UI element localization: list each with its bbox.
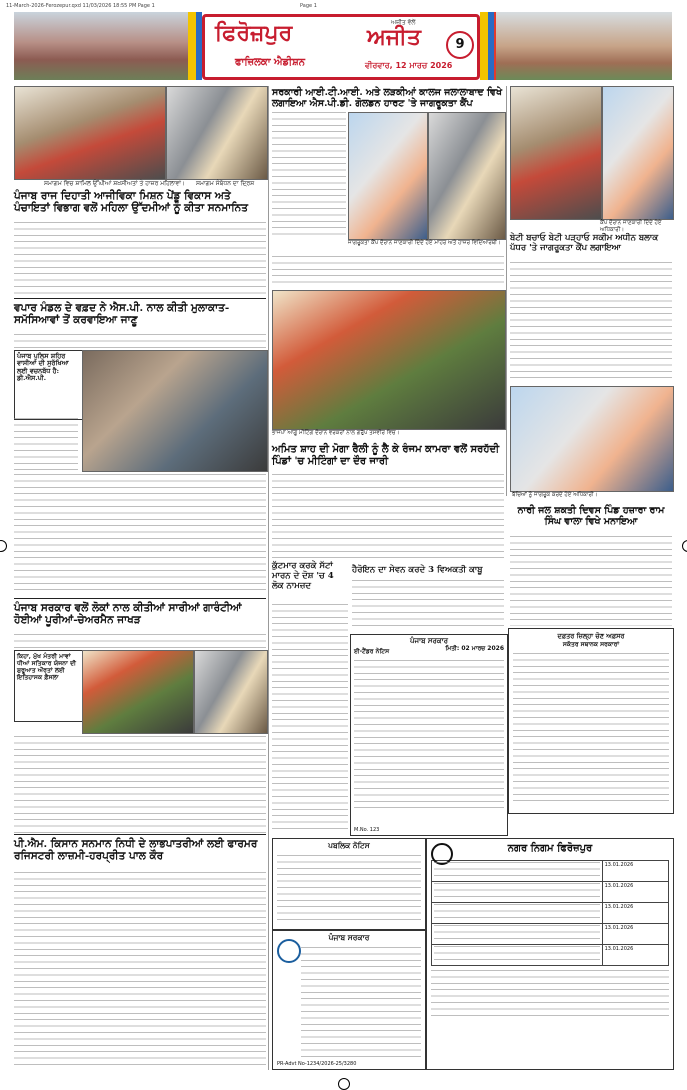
story2-body-left — [14, 418, 78, 470]
table-row — [432, 861, 669, 882]
print-slug-right: Page 1 — [300, 3, 317, 9]
punjab-govt-code: PR-Advt No-1234/2026-25/3280 — [277, 1061, 357, 1067]
table-cell-date: 13.01.2026 — [602, 882, 668, 903]
story2-photo — [82, 350, 268, 472]
nagar-nigam-title: ਨਗਰ ਨਿਗਮ ਫਿਰੋਜ਼ਪੁਰ — [507, 843, 593, 854]
tender-ad-code: M.No. 123 — [354, 827, 380, 833]
story3-pullquote: ਕਿਹਾ, ਮੁੱਖ ਮੰਤਰੀ ਮਾਵਾਂ ਧੀਆਂ ਸਤਿਕਾਰ ਯੋਜਨਾ ਦੀ ਸ਼ੁਰੂਆਤ ਔਰਤਾਂ ਲਈ ਇਤਿਹਾਸਕ ਫ਼ੈਸਲਾ — [17, 653, 77, 682]
table-row — [432, 924, 669, 945]
story9-headline: ਬੇਟੀ ਬਚਾਓ ਬੇਟੀ ਪੜ੍ਹਾਓ ਸਕੀਮ ਅਧੀਨ ਬਲਾਕ ਪੱਧਰ 'ਤੇ ਜਾਗਰੂਕਤਾ ਕੈਂਪ ਲਗਾਇਆ — [510, 233, 659, 253]
column-rule — [268, 86, 269, 1070]
story9-photo-left — [510, 86, 602, 220]
story1-caption-left: ਸਮਾਗਮ ਵਿਚ ਸ਼ਾਮਿਲ ਉੱਘੀਆਂ ਸ਼ਖ਼ਸੀਅਤਾਂ ਤੇ ਹਾਜ਼ਰ ਮਹਿਲਾਵਾਂ। — [44, 180, 186, 187]
story8-headline: ਹੈਰੋਇਨ ਦਾ ਸੇਵਨ ਕਰਦੇ 3 ਵਿਅਕਤੀ ਕਾਬੂ — [352, 565, 483, 575]
tender-ad — [350, 634, 508, 836]
masthead-banner — [202, 14, 480, 80]
story6-headline: ਅਮਿਤ ਸ਼ਾਹ ਦੀ ਮੋਗਾ ਰੈਲੀ ਨੂੰ ਲੈ ਕੇ ਰੰਜਮ ਕਾਮਰਾ ਵਲੋਂ ਸਰਹੱਦੀ ਪਿੰਡਾਂ 'ਚ ਮੀਟਿੰਗਾਂ ਦਾ ਦੌਰ ਜਾਰੀ — [272, 444, 500, 467]
story3-photo-left — [82, 650, 194, 734]
election-notice-ad — [508, 628, 674, 814]
table-cell-date: 13.01.2026 — [602, 924, 668, 945]
nagar-nigam-ad — [426, 838, 674, 1070]
paper-small: ਅਜੀਤ ਵੱਲੋਂ — [391, 19, 416, 26]
issue-date: ਵੀਰਵਾਰ, 12 ਮਾਰਚ 2026 — [365, 61, 453, 70]
tender-ad-body — [354, 660, 504, 810]
divider — [14, 598, 266, 599]
print-slug: 11-March-2026-Ferozepur.qxd 11/03/2026 18:55 PM Page 1 — [6, 3, 155, 9]
story8-body — [352, 580, 504, 630]
story6-photo — [272, 290, 506, 430]
header-pattern-right — [480, 12, 496, 80]
election-notice-body — [513, 653, 669, 803]
paper-name: ਅਜੀਤ — [367, 24, 421, 50]
header-pattern-left — [188, 12, 202, 80]
story10-caption: ਬੱਚਿਆਂ ਨੂੰ ਜਾਗਰੂਕ ਕਰਦੇ ਹੋਏ ਅਧਿਕਾਰੀ। — [512, 492, 598, 498]
divider — [14, 834, 266, 835]
table-cell-date: 13.01.2026 — [602, 903, 668, 924]
column-rule — [506, 86, 507, 496]
tender-ad-date: ਮਿਤੀ: 02 ਮਾਰਚ 2026 — [445, 645, 504, 652]
city-title: ਫਿਰੋਜ਼ਪੁਰ — [215, 20, 293, 46]
story5-photo-left — [348, 112, 428, 240]
election-notice-title: ਦਫ਼ਤਰ ਜ਼ਿਲ੍ਹਾ ਚੋਣ ਅਫ਼ਸਰ — [557, 632, 625, 640]
public-notice-body — [277, 855, 421, 925]
registration-mark-left — [0, 540, 7, 552]
story1-headline: ਪੰਜਾਬ ਰਾਜ ਦਿਹਾਤੀ ਆਜੀਵਿਕਾ ਮਿਸ਼ਨ ਪੇਂਡੂ ਵਿਕਾਸ ਅਤੇ ਪੰਚਾਇਤਾਂ ਵਿਭਾਗ ਵਲੋਂ ਮਹਿਲਾ ਉੱਦਮੀਆਂ ਨੂੰ ਕੀਤਾ ਸਨਮਾਨਿਤ — [14, 190, 248, 215]
tender-ad-subtitle: ਈ-ਟੈਂਡਰ ਨੋਟਿਸ — [354, 648, 390, 655]
table-cell-date: 13.01.2026 — [602, 945, 668, 966]
story2-pullquote-box — [14, 350, 84, 420]
story9-caption: ਕੈਂਪ ਦੌਰਾਨ ਜਾਣਕਾਰੀ ਦਿੰਦੇ ਹੋਏ ਅਧਿਕਾਰੀ। — [600, 220, 662, 233]
story1-body — [14, 222, 266, 296]
story3-body — [14, 736, 266, 834]
table-row — [432, 903, 669, 924]
story1-caption-right: ਸਮਾਗਮ ਸੰਬੋਧਨ ਦਾ ਦ੍ਰਿਸ਼ — [196, 180, 255, 187]
story4-headline: ਪੀ.ਐਮ. ਕਿਸਾਨ ਸਨਮਾਨ ਨਿਧੀ ਦੇ ਲਾਭਪਾਤਰੀਆਂ ਲਈ ਫਾਰਮਰ ਰਜਿਸਟਰੀ ਲਾਜ਼ਮੀ-ਹਰਪ੍ਰੀਤ ਪਾਲ ਕੌਰ — [14, 838, 258, 863]
story4-body — [14, 872, 266, 1068]
punjab-govt-title: ਪੰਜਾਬ ਸਰਕਾਰ — [328, 933, 370, 942]
story5-body-left — [272, 112, 346, 238]
story9-photo-right — [602, 86, 674, 220]
tender-ad-title: ਪੰਜਾਬ ਸਰਕਾਰ — [409, 637, 448, 645]
divider — [14, 298, 266, 299]
story5-caption: ਜਾਗਰੂਕਤਾ ਕੈਂਪ ਦੌਰਾਨ ਜਾਣਕਾਰੀ ਦਿੰਦੇ ਹੋਏ ਮਾਹਰ ਅਤੇ ਹਾਜ਼ਰ ਵਿਦਿਆਰਥੀ। — [348, 240, 501, 246]
story9-body — [510, 262, 672, 382]
story10-body — [510, 536, 672, 626]
punjab-govt-ad — [272, 930, 426, 1070]
govt-logo-icon — [277, 939, 301, 963]
story6-body — [272, 474, 504, 560]
public-notice-title: ਪਬਲਿਕ ਨੋਟਿਸ — [328, 841, 370, 850]
story10-photo — [510, 386, 674, 492]
story5-photo-right — [428, 112, 506, 240]
table-row — [432, 945, 669, 966]
table-cell-date: 13.01.2026 — [602, 861, 668, 882]
nagar-nigam-footer — [431, 970, 669, 1020]
story2-pullquote: ਪੰਜਾਬ ਪੁਲਿਸ ਸ਼ਹਿਰ ਵਾਸੀਆਂ ਦੀ ਸੁਰੱਖਿਆ ਲਈ ਵਚਨਬੱਧ ਹੈ: ਡੀ.ਐਸ.ਪੀ. — [17, 352, 69, 383]
nigam-tender-table — [431, 860, 669, 966]
registration-mark-bottom — [338, 1078, 350, 1090]
public-notice-ad — [272, 838, 426, 930]
election-notice-subtitle: ਸਕੱਤਰ ਸਥਾਨਕ ਸਰਕਾਰਾਂ — [562, 641, 620, 648]
page-number: 9 — [446, 31, 474, 59]
story3-headline: ਪੰਜਾਬ ਸਰਕਾਰ ਵਲੋਂ ਲੋਕਾਂ ਨਾਲ ਕੀਤੀਆਂ ਸਾਰੀਆਂ ਗਾਰੰਟੀਆਂ ਹੋਈਆਂ ਪੂਰੀਆਂ-ਚੇਅਰਮੈਨ ਜਾਖੜ — [14, 602, 242, 627]
story2-headline: ਵਪਾਰ ਮੰਡਲ ਦੇ ਵਫ਼ਦ ਨੇ ਐਸ.ਪੀ. ਨਾਲ ਕੀਤੀ ਮੁਲਾਕਾਤ-ਸਮੱਸਿਆਵਾਂ ਤੋਂ ਕਰਵਾਇਆ ਜਾਣੂ — [14, 302, 230, 327]
story2-body — [14, 474, 266, 594]
story5-body — [272, 256, 504, 286]
story7-body — [272, 604, 348, 834]
story5-headline: ਸਰਕਾਰੀ ਆਈ.ਟੀ.ਆਈ. ਅਤੇ ਲੜਕੀਆਂ ਕਾਲਜ ਜਲਾਲਾਬਾਦ ਵਿਖੇ ਲਗਾਇਆ ਐਸ.ਪੀ.ਡੀ. ਗੋਲਡਨ ਹਾਰਟ 'ਤੇ ਜਾਗਰੂਕਤਾ ਕੈਂਪ — [272, 87, 503, 109]
registration-mark-right — [682, 540, 687, 552]
story6-caption: ਭਾਜਪਾ ਆਗੂ ਮੀਟਿੰਗ ਦੌਰਾਨ ਵਰਕਰਾਂ ਨਾਲ ਗਰੁੱਪ ਤਸਵੀਰ ਵਿਚ। — [272, 430, 400, 436]
punjab-govt-body — [301, 947, 421, 1059]
story1-photo-left — [14, 86, 166, 180]
story7-headline: ਕੁੱਟਮਾਰ ਕਰਕੇ ਸੱਟਾਂ ਮਾਰਨ ਦੇ ਦੋਸ਼ 'ਚ 4 ਲੋਕ ਨਾਮਜ਼ਦ — [272, 561, 334, 591]
story10-headline: ਨਾਰੀ ਜਲ ਸ਼ਕਤੀ ਦਿਵਸ ਪਿੰਡ ਹਜ਼ਾਰਾ ਰਾਮ ਸਿੰਘ ਵਾਲਾ ਵਿਖੇ ਮਨਾਇਆ — [517, 505, 665, 527]
district-tag: ਫਾਜ਼ਿਲਕਾ ਐਡੀਸ਼ਨ — [235, 57, 306, 68]
table-row — [432, 882, 669, 903]
header-photo-left — [14, 12, 188, 80]
story3-photo-right — [194, 650, 268, 734]
story2-body-top — [14, 334, 266, 348]
story3-pullquote-box — [14, 650, 84, 722]
header-photo-right — [496, 12, 672, 80]
story1-photo-right — [166, 86, 268, 180]
story3-body-top — [14, 634, 266, 648]
